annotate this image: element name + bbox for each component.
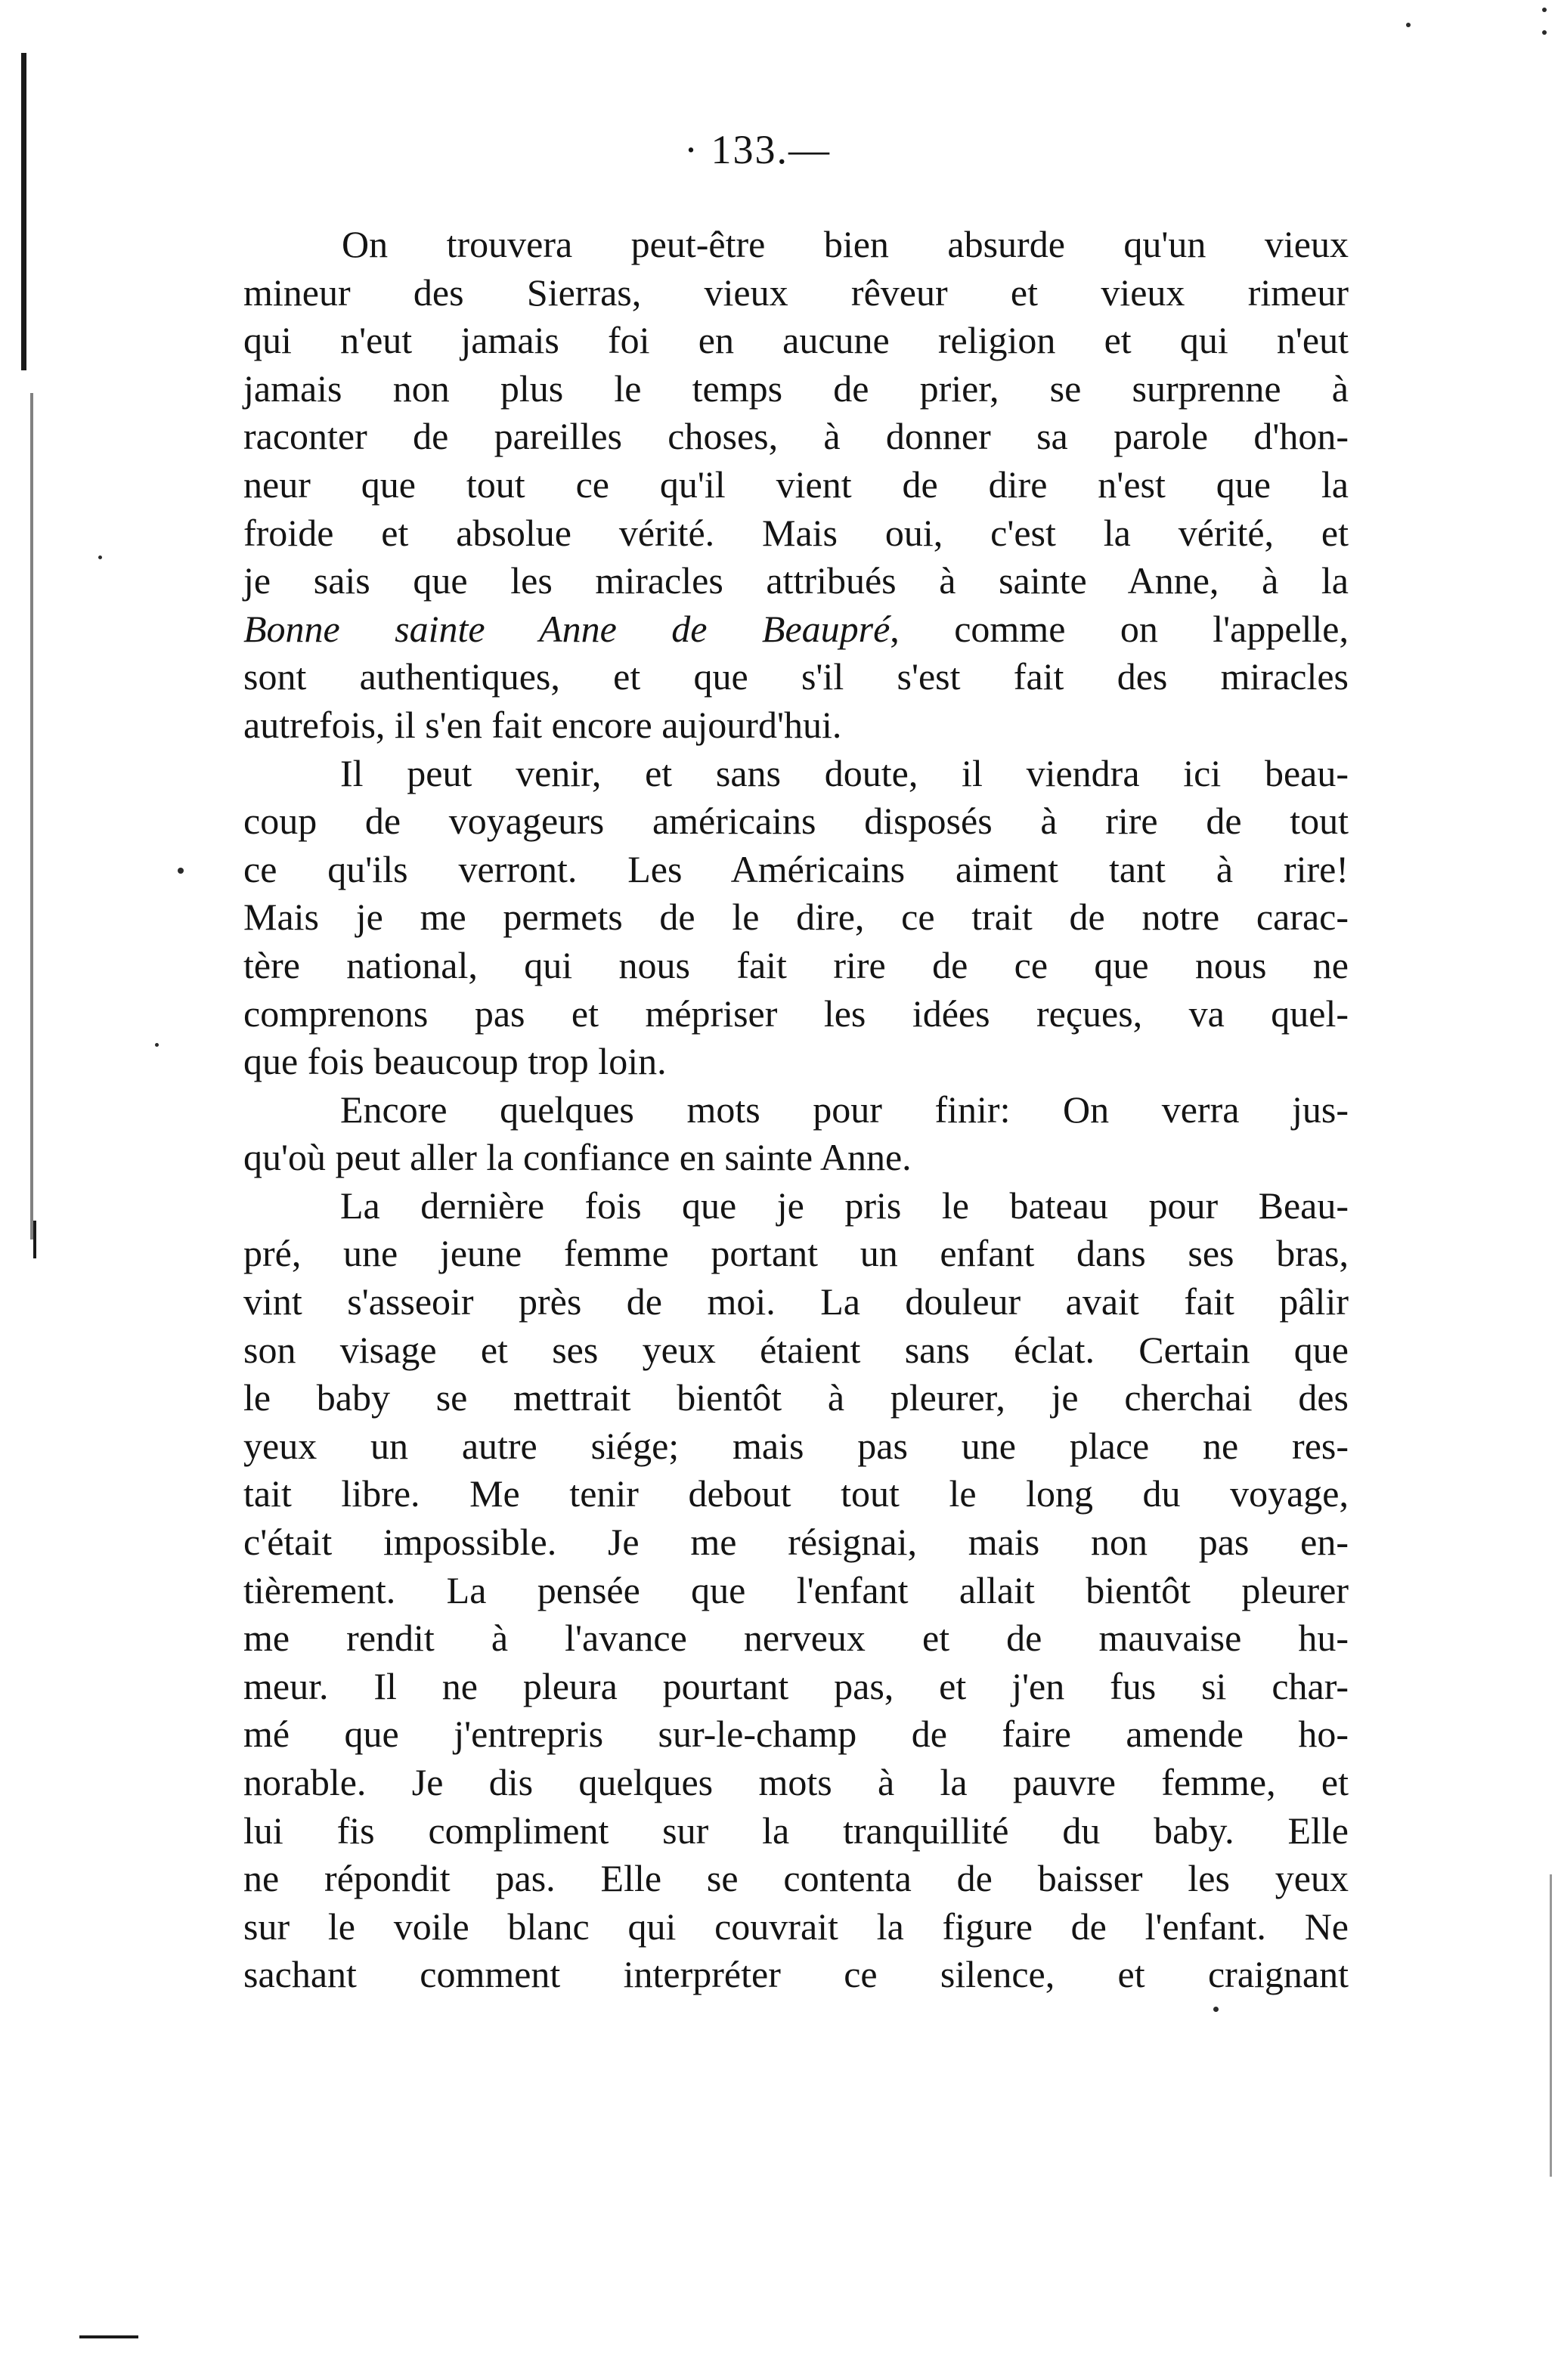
- scan-speck: [1542, 8, 1547, 12]
- text-line: Mais je me permets de le dire, ce trait de notre carac-: [243, 896, 1349, 939]
- text-line: qui n'eut jamais foi en aucune religion et qui n'eut: [243, 319, 1349, 362]
- text-line: Bonne sainte Anne de Beaupré, comme on l'appelle,: [243, 607, 1349, 650]
- body-text: [243, 221, 1349, 1999]
- text-line: On trouvera peut-être bien absurde qu'un vieux: [342, 223, 1349, 265]
- text-line: mé que j'entrepris sur-le-champ de faire amende ho-: [243, 1713, 1349, 1756]
- text-line: La dernière fois que je pris le bateau pour Beau-: [340, 1184, 1349, 1227]
- text-line: ne répondit pas. Elle se contenta de baisser les yeux: [243, 1857, 1349, 1900]
- text-line: ce qu'ils verront. Les Américains aiment tant à rire!: [243, 847, 1349, 890]
- text-line: raconter de pareilles choses, à donner sa parole d'hon-: [243, 415, 1349, 458]
- text-line: coup de voyageurs américains disposés à rire de tout: [243, 800, 1349, 843]
- page-number: · 133.—: [684, 127, 831, 172]
- scan-edge-mark: [79, 2335, 138, 2338]
- text-line: je sais que les miracles attribués à sainte Anne, à la: [243, 559, 1349, 602]
- scan-speck: [1542, 30, 1547, 35]
- scan-edge-mark: [1550, 1874, 1552, 2177]
- text-line: son visage et ses yeux étaient sans éclat. Certain que: [243, 1328, 1349, 1371]
- text-line: comprenons pas et mépriser les idées reçues, va quel-: [243, 992, 1349, 1035]
- text-line: sur le voile blanc qui couvrait la figure de l'enfant. Ne: [243, 1905, 1349, 1948]
- text-line: le baby se mettrait bientôt à pleurer, je cherchai des: [243, 1376, 1349, 1419]
- text-line: que fois beaucoup trop loin.: [243, 1040, 667, 1083]
- text-line: me rendit à l'avance nerveux et de mauvaise hu-: [243, 1617, 1349, 1660]
- scan-speck: [1406, 23, 1411, 27]
- italic-phrase: Bonne sainte Anne de Beaupré: [243, 607, 891, 650]
- scan-edge-mark: [30, 393, 33, 1240]
- text-line: autrefois, il s'en fait encore aujourd'hui.: [243, 703, 842, 746]
- text-line: pré, une jeune femme portant un enfant dans ses bras,: [243, 1232, 1349, 1275]
- scan-speck: [178, 868, 184, 874]
- scan-edge-mark: [33, 1221, 36, 1258]
- text-line: norable. Je dis quelques mots à la pauvre femme, et: [243, 1761, 1349, 1803]
- text-line: vint s'asseoir près de moi. La douleur avait fait pâlir: [243, 1280, 1349, 1323]
- text-line: tait libre. Me tenir debout tout le long du voyage,: [243, 1472, 1349, 1515]
- text-line: jamais non plus le temps de prier, se surprenne à: [243, 367, 1349, 410]
- text-line: meur. Il ne pleura pourtant pas, et j'en fus si char-: [243, 1664, 1349, 1707]
- text-line: yeux un autre siége; mais pas une place ne res-: [243, 1424, 1349, 1467]
- text-line: tère national, qui nous fait rire de ce que nous ne: [243, 943, 1349, 986]
- text-line: Il peut venir, et sans doute, il viendra ici beau-: [340, 751, 1349, 794]
- text-line: sachant comment interpréter ce silence, et craignant: [243, 1953, 1349, 1996]
- text-line: sont authentiques, et que s'il s'est fait des miracles: [243, 655, 1349, 698]
- scan-speck: [1213, 2007, 1219, 2012]
- text-line: froide et absolue vérité. Mais oui, c'est la vérité, et: [243, 511, 1349, 554]
- text-line: neur que tout ce qu'il vient de dire n'est que la: [243, 463, 1349, 506]
- scan-speck: [155, 1043, 159, 1047]
- scan-speck: [98, 556, 102, 559]
- text-line: c'était impossible. Je me résignai, mais non pas en-: [243, 1521, 1349, 1564]
- text-line: qu'où peut aller la confiance en sainte Anne.: [243, 1136, 912, 1179]
- text-line: lui fis compliment sur la tranquillité du baby. Elle: [243, 1809, 1349, 1852]
- text-line: mineur des Sierras, vieux rêveur et vieux rimeur: [243, 271, 1349, 314]
- scan-edge-mark: [21, 53, 26, 370]
- text-line: Encore quelques mots pour finir: On verra jus-: [340, 1088, 1349, 1131]
- text-line: tièrement. La pensée que l'enfant allait bientôt pleurer: [243, 1568, 1349, 1611]
